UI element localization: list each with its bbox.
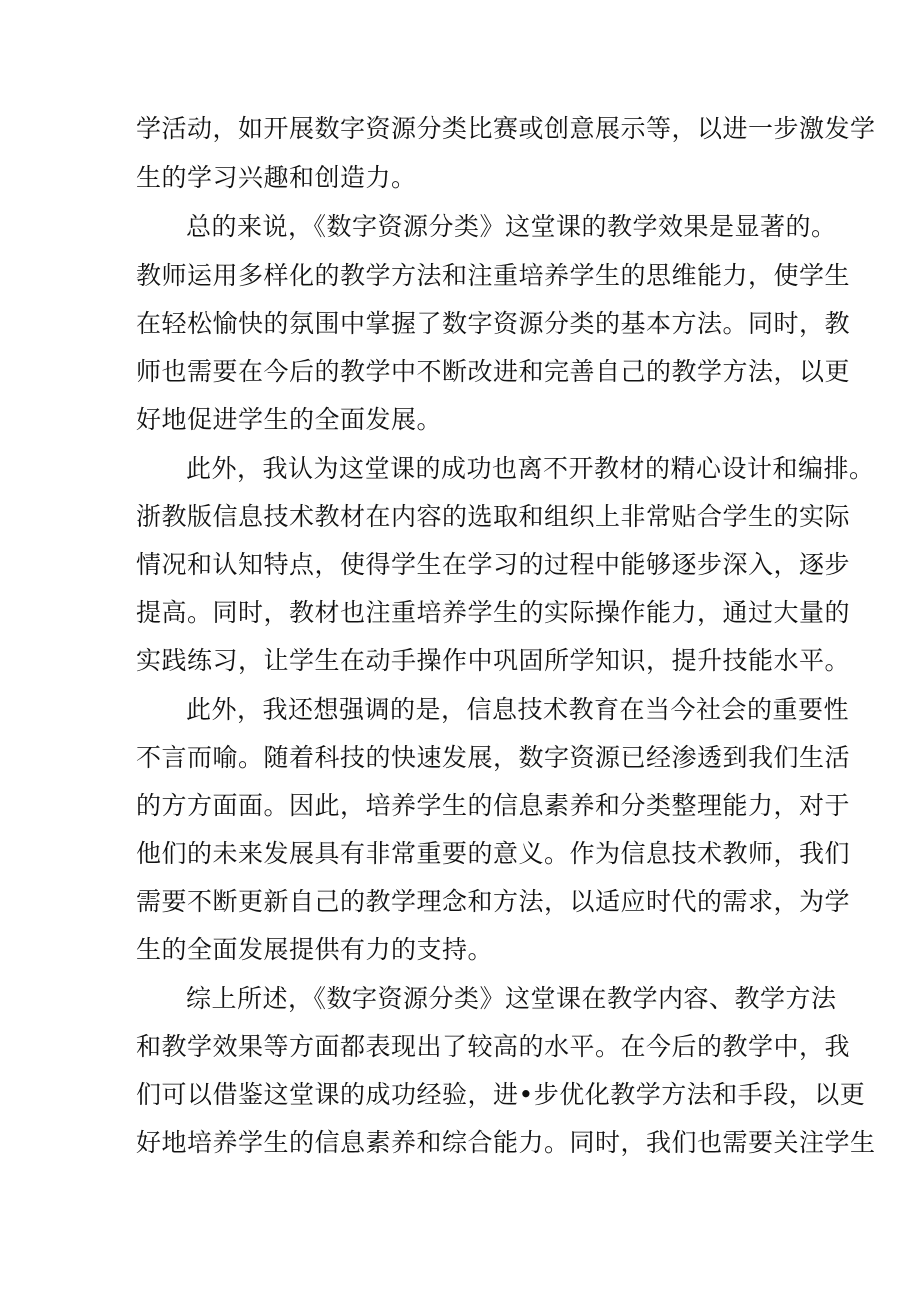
text-line: 情况和认知特点，使得学生在学习的过程中能够逐步深入，逐步 [136, 550, 851, 579]
text-line: 浙教版信息技术教材在内容的选取和组织上非常贴合学生的实际 [136, 502, 851, 531]
text-line: 和教学效果等方面都表现出了较高的水平。在今后的教学中，我 [136, 1032, 851, 1061]
paragraph-start-line: 总的来说，《数字资源分类》这堂课的教学效果是显著的。 [186, 212, 837, 241]
paragraph-start-line: 此外，我还想强调的是，信息技术教育在当今社会的重要性 [186, 695, 850, 724]
text-line: 好地促进学生的全面发展。 [136, 405, 443, 434]
paragraph-start-line: 综上所述，《数字资源分类》这堂课在教学内容、教学方法 [186, 984, 837, 1013]
text-line: 教师运用多样化的教学方法和注重培养学生的思维能力，使学生 [136, 261, 851, 290]
text-line: 好地培养学生的信息素养和综合能力。同时，我们也需要关注学生 [136, 1128, 876, 1157]
text-line: 生的全面发展提供有力的支持。 [136, 935, 494, 964]
text-line: 他们的未来发展具有非常重要的意义。作为信息技术教师，我们 [136, 839, 851, 868]
text-line: 师也需要在今后的教学中不断改进和完善自己的教学方法，以更 [136, 357, 851, 386]
text-line: 们可以借鉴这堂课的成功经验，进•步优化教学方法和手段，以更 [136, 1080, 866, 1109]
text-line: 的方方面面。因此，培养学生的信息素养和分类整理能力，对于 [136, 791, 851, 820]
paragraph-start-line: 此外，我认为这堂课的成功也离不开教材的精心设计和编排。 [186, 454, 875, 483]
text-line: 不言而喻。随着科技的快速发展，数字资源已经渗透到我们生活 [136, 743, 851, 772]
text-line: 提高。同时，教材也注重培养学生的实际操作能力，通过大量的 [136, 598, 851, 627]
text-line: 需要不断更新自己的教学理念和方法，以适应时代的需求，为学 [136, 887, 851, 916]
text-line: 学活动，如开展数字资源分类比赛或创意展示等，以进一步激发学 [136, 114, 876, 143]
text-line: 在轻松愉快的氛围中掌握了数字资源分类的基本方法。同时，教 [136, 309, 851, 338]
text-line: 生的学习兴趣和创造力。 [136, 163, 417, 192]
text-line: 实践练习，让学生在动手操作中巩固所学知识，提升技能水平。 [136, 646, 851, 675]
